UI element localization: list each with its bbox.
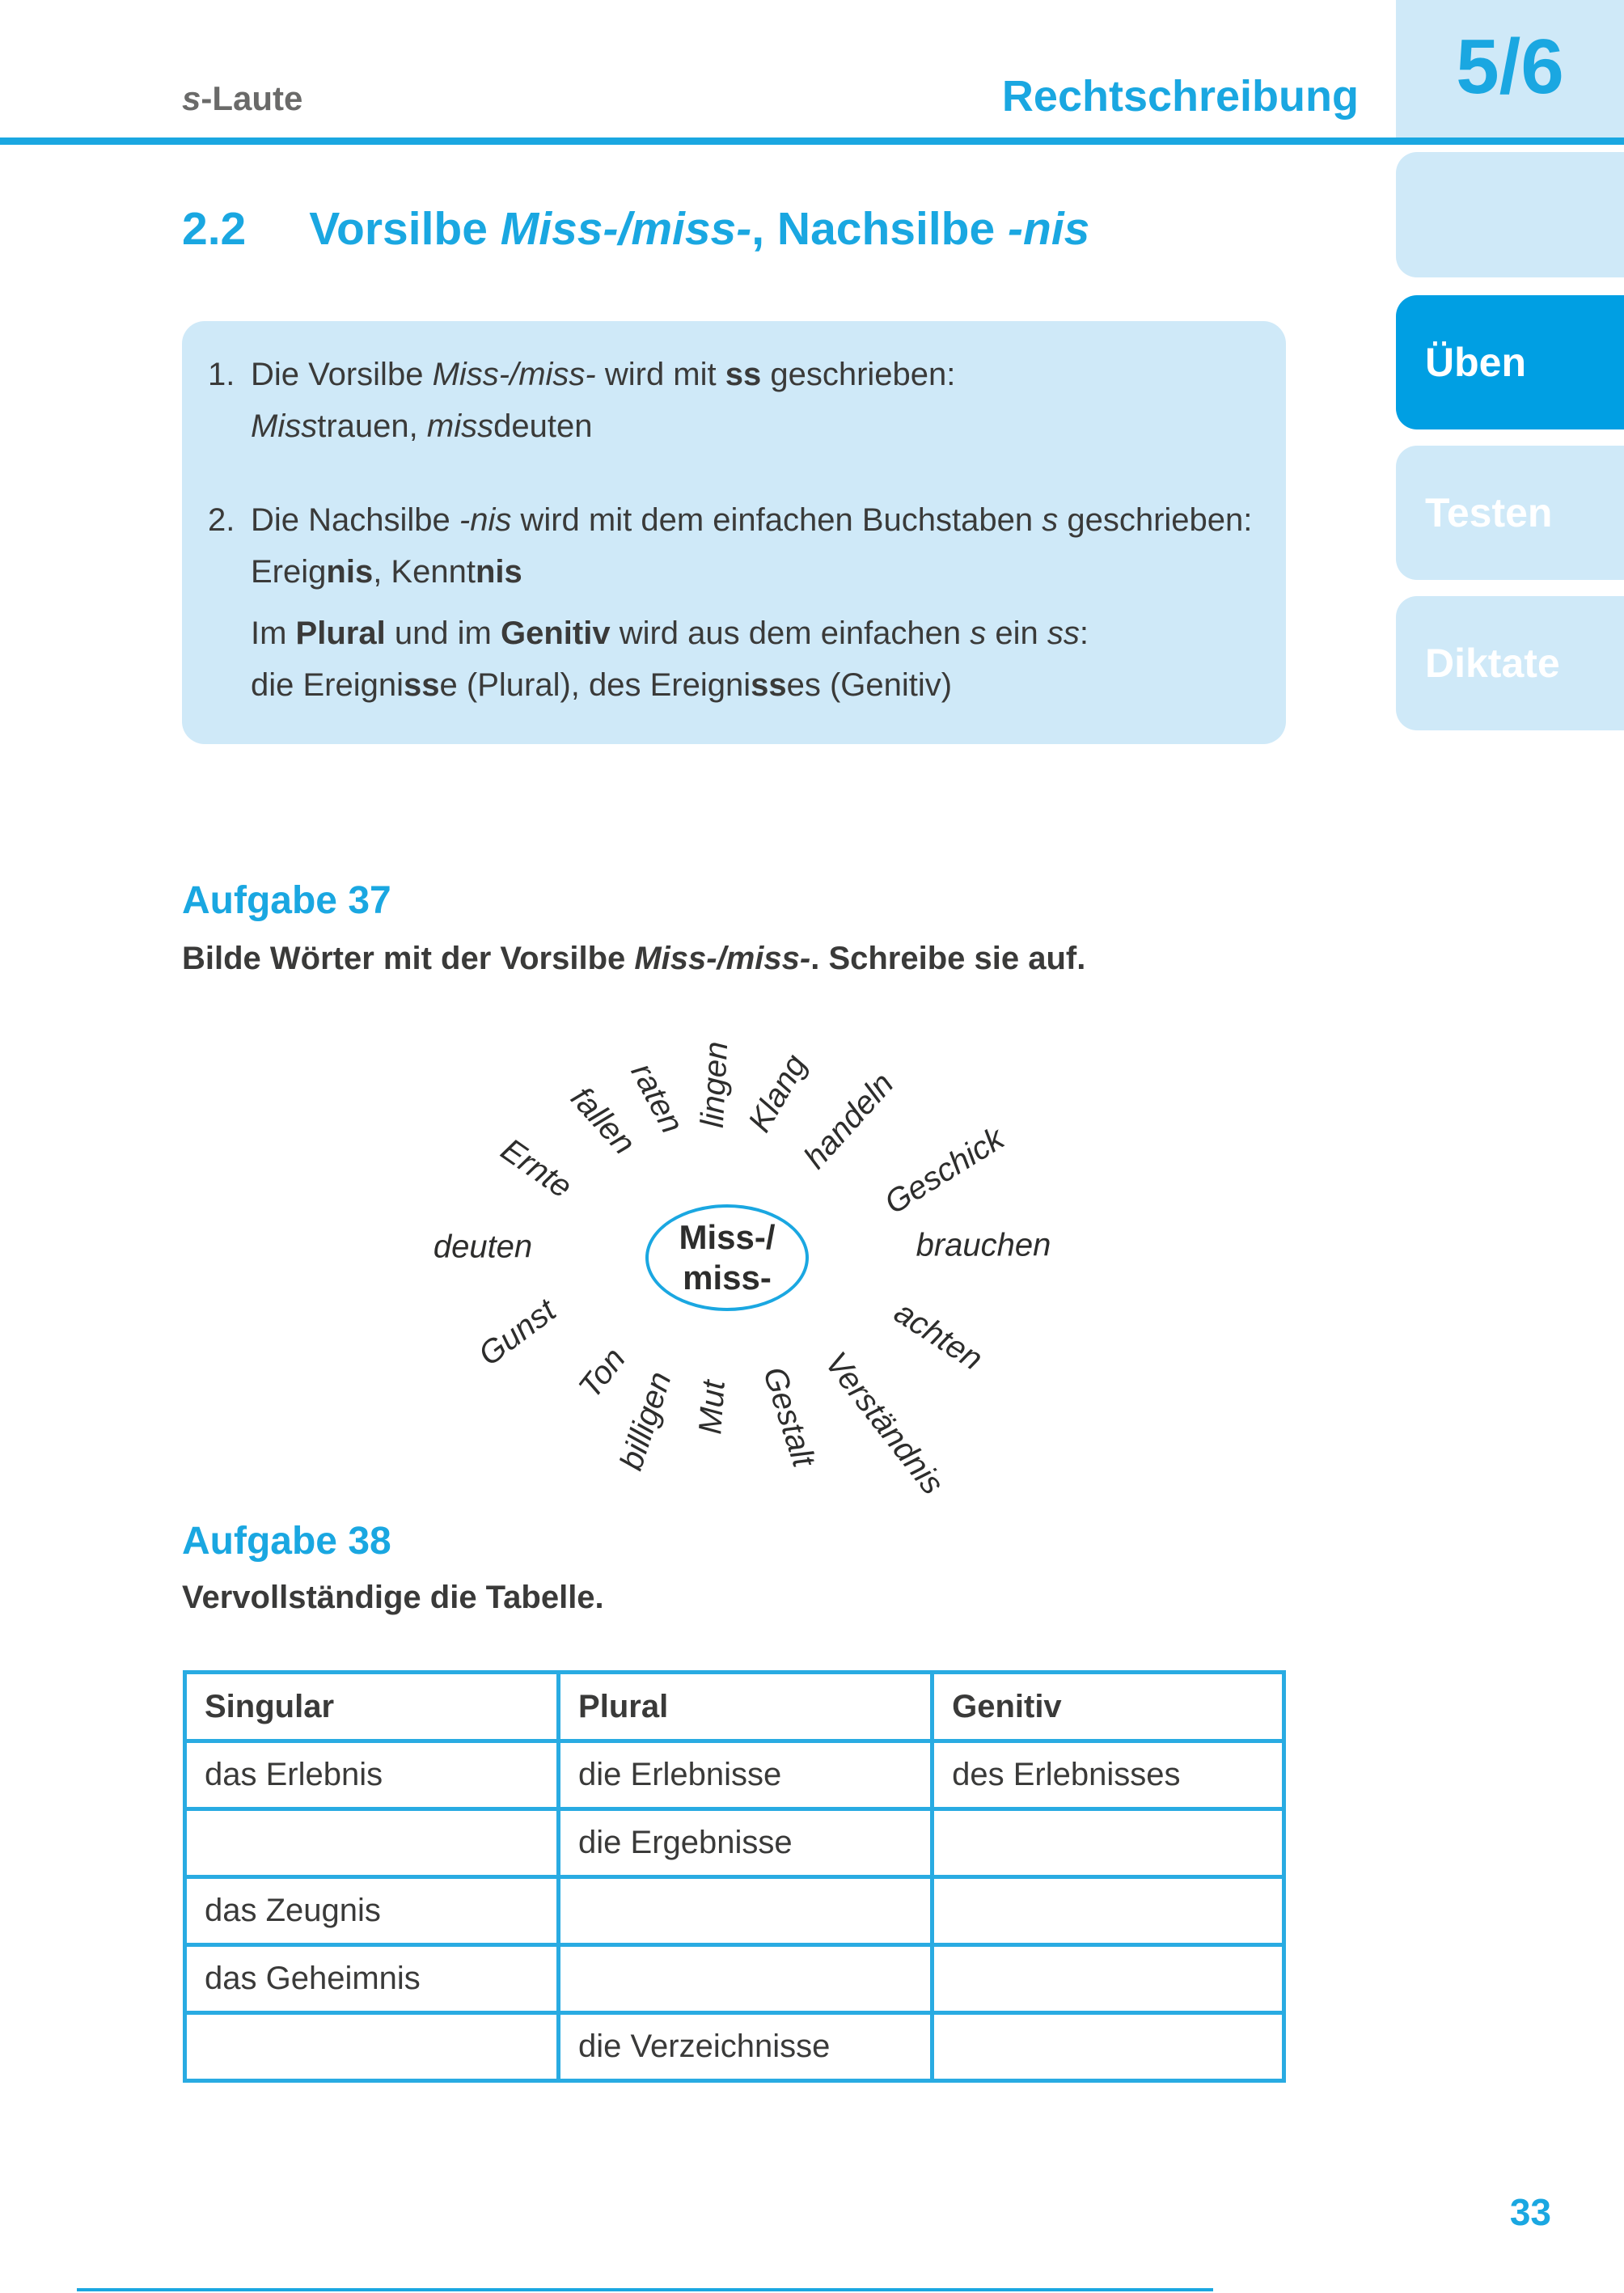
rule-item-number: 2.	[208, 502, 235, 538]
table-cell-empty	[933, 1809, 1284, 1877]
rule-line: Misstrauen, missdeuten	[251, 408, 593, 444]
cloud-word: raten	[624, 1057, 691, 1140]
declension-table	[183, 1670, 1286, 2083]
table-row	[185, 2013, 1284, 2081]
task37-instruction: Bilde Wörter mit der Vorsilbe Miss-/miss-. Schreibe sie auf.	[182, 941, 1086, 976]
table-cell: die Ergebnisse	[559, 1809, 933, 1877]
table-cell-empty	[559, 1877, 933, 1945]
cloud-word: achten	[887, 1294, 989, 1377]
page-number: 33	[1509, 2191, 1551, 2233]
table-row	[185, 1741, 1284, 1809]
sidebar-tabs	[1396, 295, 1624, 747]
page-category-title: Rechtschreibung	[1001, 72, 1359, 121]
tab-label: Diktate	[1425, 641, 1560, 686]
table-cell: das Zeugnis	[185, 1877, 559, 1945]
cloud-word: Mut	[692, 1379, 732, 1436]
cloud-word: brauchen	[916, 1227, 1051, 1263]
cloud-word: lingen	[694, 1040, 735, 1129]
rule-line: Im Plural und im Genitiv wird aus dem einfachen s ein ss:	[251, 616, 1089, 651]
table-cell-empty	[933, 2013, 1284, 2081]
grade-label: 5/6	[1456, 23, 1564, 110]
table-row	[185, 1809, 1284, 1877]
rule-info-box	[182, 321, 1286, 744]
rule-line: Ereignis, Kenntnis	[251, 554, 522, 590]
table-cell-empty	[559, 1945, 933, 2013]
cloud-word: Verständnis	[818, 1345, 951, 1501]
table-cell-empty	[185, 2013, 559, 2081]
tab-diktate[interactable]	[1396, 596, 1624, 730]
table-body	[185, 1741, 1284, 2081]
tab-testen[interactable]	[1396, 446, 1624, 580]
table-cell-empty	[933, 1877, 1284, 1945]
tab-label: Testen	[1425, 490, 1553, 535]
table-cell: das Geheimnis	[185, 1945, 559, 2013]
table-header	[185, 1673, 1284, 1741]
cloud-word: billigen	[613, 1367, 679, 1474]
task38-heading: Aufgabe 38	[182, 1520, 391, 1563]
cloud-word: deuten	[433, 1229, 533, 1265]
section-heading	[182, 202, 1089, 256]
rule-line: Die Nachsilbe -nis wird mit dem einfachen Buchstaben s geschrieben:	[251, 502, 1253, 538]
cloud-word: Ernte	[494, 1132, 579, 1206]
table-cell: die Erlebnisse	[559, 1741, 933, 1809]
table-cell: das Erlebnis	[185, 1741, 559, 1809]
task37-heading: Aufgabe 37	[182, 879, 391, 922]
grade-box	[1396, 0, 1624, 139]
table-column-header: Plural	[559, 1673, 933, 1741]
table-cell-empty	[933, 1945, 1284, 2013]
prefix-line-1: Miss-/	[679, 1218, 776, 1256]
table-cell: des Erlebnisses	[933, 1741, 1284, 1809]
header-divider	[0, 137, 1624, 145]
cloud-word: Geschick	[878, 1120, 1011, 1221]
cloud-word: handeln	[797, 1066, 901, 1176]
cloud-word: Gunst	[472, 1292, 563, 1373]
sidebar-spacer-block	[1396, 152, 1624, 277]
cloud-word: fallen	[564, 1080, 642, 1161]
table-header-row	[185, 1673, 1284, 1741]
rule-line: die Ereignisse (Plural), des Ereignisses (Genitiv)	[251, 667, 953, 703]
cloud-word: Klang	[741, 1048, 814, 1139]
table-row	[185, 1945, 1284, 2013]
section-number: 2.2	[182, 203, 247, 255]
prefix-ellipse	[645, 1204, 809, 1311]
tab-üben[interactable]	[1396, 295, 1624, 429]
chapter-label: s-Laute	[182, 79, 303, 117]
tab-label: Üben	[1425, 340, 1526, 385]
table-row	[185, 1877, 1284, 1945]
cloud-word: Ton	[572, 1341, 633, 1405]
prefix-line-2: miss-	[683, 1259, 772, 1297]
table-cell-empty	[185, 1809, 559, 1877]
rule-line: Die Vorsilbe Miss-/miss- wird mit ss geschrieben:	[251, 357, 956, 392]
table-column-header: Singular	[185, 1673, 559, 1741]
table-cell: die Verzeichnisse	[559, 2013, 933, 2081]
table-column-header: Genitiv	[933, 1673, 1284, 1741]
section-title: Vorsilbe Miss-/miss-, Nachsilbe -nis	[309, 203, 1090, 255]
task38-instruction: Vervollständige die Tabelle.	[182, 1580, 604, 1615]
rule-item-number: 1.	[208, 357, 235, 392]
footer-divider	[77, 2288, 1213, 2291]
cloud-word: Gestalt	[755, 1362, 822, 1471]
